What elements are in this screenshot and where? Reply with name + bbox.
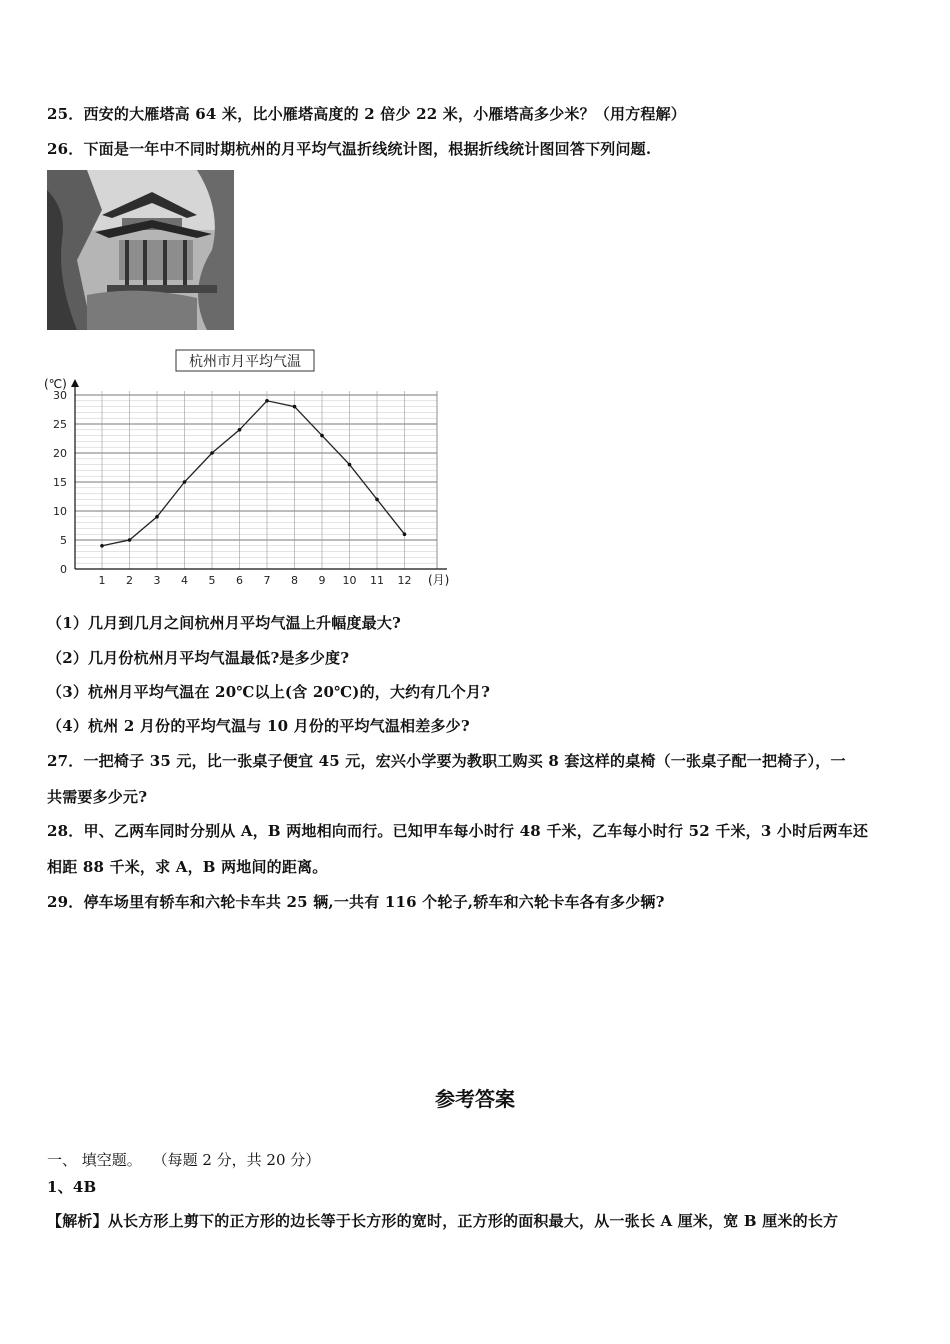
x-tick-label: 3: [153, 574, 161, 587]
question-26-4: （4）杭州 2 月份的平均气温与 10 月份的平均气温相差多少?: [47, 717, 470, 735]
x-tick-label: 7: [263, 574, 271, 587]
chart-title: 杭州市月平均气温: [189, 354, 301, 370]
data-point: [238, 428, 242, 432]
data-point: [155, 515, 159, 519]
y-tick-label: 30: [53, 389, 67, 402]
x-tick-label: 8: [291, 574, 298, 587]
series-line: [102, 401, 405, 546]
question-27-line2: 共需要多少元?: [47, 788, 148, 806]
y-axis-arrow: [71, 379, 79, 387]
question-26-2: （2）几月份杭州月平均气温最低?是多少度?: [47, 649, 350, 667]
chart-ylabel: (℃): [44, 377, 67, 391]
data-point: [128, 538, 132, 542]
x-tick-label: 10: [342, 574, 357, 587]
x-tick-label: 5: [208, 574, 216, 587]
data-point: [265, 399, 269, 403]
question-28-line1: 28．甲、乙两车同时分别从 A，B 两地相向而行。已知甲车每小时行 48 千米，乙车每小时行 52 千米，3 小时后两车还: [47, 822, 869, 840]
x-tick-label: 1: [98, 574, 106, 587]
y-tick-label: 15: [53, 476, 67, 489]
data-point: [348, 463, 352, 467]
section-label: 一、 填空题。: [47, 1151, 142, 1169]
y-tick-label: 5: [60, 534, 67, 547]
y-tick-label: 20: [53, 447, 67, 460]
question-27-line1: 27．一把椅子 35 元，比一张桌子便宜 45 元，宏兴小学要为教职工购买 8 套这样的桌椅（一张桌子配一把椅子），一: [47, 752, 846, 770]
temperature-chart: [40, 345, 460, 595]
x-tick-label: 4: [181, 574, 188, 587]
x-tick-label: 2: [126, 574, 133, 587]
data-point: [293, 405, 297, 409]
pagoda-photo: [47, 170, 234, 330]
section-note: （每题 2 分，共 20 分）: [152, 1151, 321, 1169]
question-26-3: （3）杭州月平均气温在 20℃以上(含 20℃)的，大约有几个月?: [47, 683, 491, 701]
y-tick-label: 10: [53, 505, 67, 518]
question-28-line2: 相距 88 千米，求 A，B 两地间的距离。: [47, 858, 328, 876]
answer-analysis: [47, 1210, 838, 1231]
x-tick-label: 9: [318, 574, 326, 587]
analysis-label: 【解析】: [47, 1212, 108, 1230]
temperature-line-chart: [40, 345, 460, 595]
data-point: [183, 480, 187, 484]
question-26: 26．下面是一年中不同时期杭州的月平均气温折线统计图，根据折线统计图回答下列问题.: [47, 140, 652, 158]
answer-section-heading: [47, 1149, 320, 1170]
chart-xlabel: (月): [428, 573, 450, 587]
data-point: [100, 544, 104, 548]
data-point: [375, 498, 379, 502]
question-26-1: （1）几月到几月之间杭州月平均气温上升幅度最大?: [47, 614, 402, 632]
data-point: [210, 451, 214, 455]
data-point: [403, 532, 407, 536]
question-29: 29．停车场里有轿车和六轮卡车共 25 辆,一共有 116 个轮子,轿车和六轮卡车各有多少辆?: [47, 893, 665, 911]
y-tick-label: 25: [53, 418, 67, 431]
y-tick-label: 0: [60, 563, 67, 576]
x-tick-label: 12: [397, 574, 412, 587]
x-tick-label: 11: [370, 574, 384, 587]
answer-item-1: 1、4B: [47, 1178, 97, 1196]
analysis-text: 从长方形上剪下的正方形的边长等于长方形的宽时，正方形的面积最大，从一张长 A 厘米，宽 B 厘米的长方: [107, 1212, 839, 1230]
question-25: 25．西安的大雁塔高 64 米，比小雁塔高度的 2 倍少 22 米，小雁塔高多少米？（用方程解）: [47, 105, 686, 123]
x-tick-label: 6: [236, 574, 243, 587]
data-point: [320, 434, 324, 438]
answers-title: 参考答案: [435, 1087, 515, 1111]
